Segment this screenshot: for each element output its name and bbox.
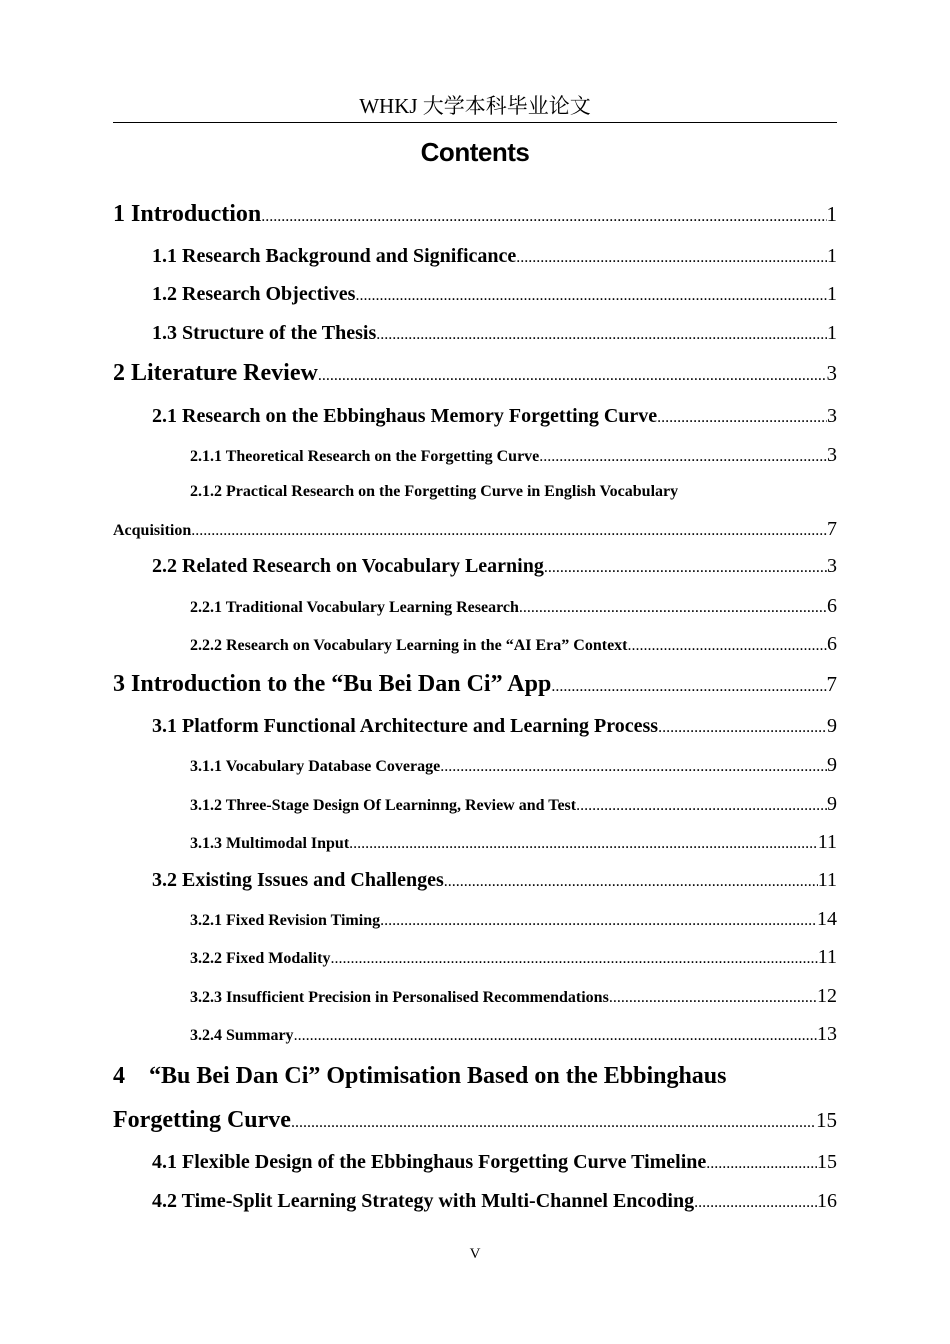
toc-entry-1-2[interactable] xyxy=(152,283,837,306)
toc-page-number: 13 xyxy=(817,1023,837,1045)
toc-entry-text: 3 Introduction to the “Bu Bei Dan Ci” App xyxy=(113,671,552,697)
toc-entry-text: 3.1.1 Vocabulary Database Coverage xyxy=(190,758,441,775)
dot-leader xyxy=(349,835,818,853)
dot-leader xyxy=(539,448,827,466)
dot-leader xyxy=(609,989,817,1007)
dot-leader xyxy=(330,950,817,968)
dot-leader xyxy=(318,367,827,385)
toc-entry-text: 2.2.2 Research on Vocabulary Learning in the “AI Era” Context xyxy=(190,637,628,654)
toc-entry-text: Acquisition xyxy=(113,522,192,539)
toc-entry-2-1[interactable] xyxy=(152,405,837,428)
toc-entry-3-2[interactable] xyxy=(152,869,837,892)
toc-entry-text: 3.2.2 Fixed Modality xyxy=(190,950,331,967)
toc-page-number: 1 xyxy=(827,322,837,344)
toc-entry-text: 3.2.1 Fixed Revision Timing xyxy=(190,912,381,929)
running-header: WHKJ 大学本科毕业论文 xyxy=(359,94,591,118)
toc-page-number: 11 xyxy=(817,946,837,968)
toc-entry-text: 3.1.3 Multimodal Input xyxy=(190,835,350,852)
toc-entry-3-2-2[interactable] xyxy=(190,946,837,969)
toc-page-number: 15 xyxy=(816,1108,837,1132)
toc-entry-text: 1 Introduction xyxy=(113,201,262,227)
toc-page-number: 6 xyxy=(827,633,837,655)
toc-entry-text: 1.3 Structure of the Thesis xyxy=(152,322,377,344)
toc-entry-3-1[interactable] xyxy=(152,715,837,738)
toc-page-number: 16 xyxy=(817,1190,837,1212)
dot-leader xyxy=(444,873,818,891)
dot-leader xyxy=(291,1114,816,1132)
toc-entry-text: 1.2 Research Objectives xyxy=(152,283,356,305)
dot-leader xyxy=(191,522,827,540)
toc-entry-2-2-1[interactable] xyxy=(190,595,837,618)
dot-leader xyxy=(519,599,827,617)
toc-page-number: 11 xyxy=(817,869,837,891)
dot-leader xyxy=(576,797,827,815)
toc-entry-text: 3.2 Existing Issues and Challenges xyxy=(152,869,444,891)
toc-entry-3-2-3[interactable] xyxy=(190,985,837,1008)
toc-entry-text: 3.1 Platform Functional Architecture and Learning Process xyxy=(152,715,659,737)
toc-entry-1[interactable] xyxy=(113,201,837,228)
toc-page-number: 3 xyxy=(827,444,837,466)
dot-leader xyxy=(376,326,827,344)
dot-leader xyxy=(706,1155,817,1173)
toc-entry-2-2[interactable] xyxy=(152,555,837,578)
toc-page-number: 3 xyxy=(827,405,837,427)
toc-entry-2-2-2[interactable] xyxy=(190,633,837,656)
toc-entry-2-1-2-line1[interactable]: 2.1.2 Practical Research on the Forgetting Curve in English Vocabulary xyxy=(190,483,679,500)
dot-leader xyxy=(658,719,827,737)
toc-entry-text: 3.1.2 Three-Stage Design Of Learninng, Review and Test xyxy=(190,797,577,814)
toc-page-number: 12 xyxy=(817,985,837,1007)
contents-title: Contents xyxy=(420,137,530,167)
toc-page-number: 11 xyxy=(817,831,837,853)
header-rule xyxy=(113,122,837,123)
dot-leader xyxy=(657,409,827,427)
dot-leader xyxy=(628,637,828,655)
toc-entry-text: 3.2.3 Insufficient Precision in Personalised Recommendations xyxy=(190,989,609,1006)
dot-leader xyxy=(694,1194,817,1212)
dot-leader xyxy=(544,559,827,577)
toc-page-number: 9 xyxy=(827,793,837,815)
toc-entry-4[interactable] xyxy=(113,1107,837,1134)
page-number-footer: V xyxy=(469,1246,481,1262)
toc-entry-text: 3.2.4 Summary xyxy=(190,1027,294,1044)
toc-page-number: 1 xyxy=(827,283,837,305)
toc-entry-text: 2.1.1 Theoretical Research on the Forgetting Curve xyxy=(190,448,540,465)
toc-entry-2-1-2[interactable] xyxy=(113,518,837,541)
toc-entry-3-2-1[interactable] xyxy=(190,908,837,931)
toc-entry-1-3[interactable] xyxy=(152,322,837,345)
toc-entry-text: 2.1 Research on the Ebbinghaus Memory Forgetting Curve xyxy=(152,405,658,427)
dot-leader xyxy=(516,249,827,267)
toc-page-number: 15 xyxy=(817,1151,837,1173)
toc-entry-3-1-3[interactable] xyxy=(190,831,837,854)
toc-page-number: 7 xyxy=(827,518,837,540)
toc-page-number: 3 xyxy=(826,361,837,385)
dot-leader xyxy=(261,208,826,226)
toc-page-number: 3 xyxy=(827,555,837,577)
dot-leader xyxy=(380,912,817,930)
toc-entry-text: Forgetting Curve xyxy=(113,1107,291,1133)
dot-leader xyxy=(551,678,826,696)
toc-entry-3-1-2[interactable] xyxy=(190,793,837,816)
toc-page-number: 9 xyxy=(827,754,837,776)
toc-page-number: 1 xyxy=(826,202,837,226)
toc-entry-text: 1.1 Research Background and Significance xyxy=(152,245,517,267)
toc-page-number: 9 xyxy=(827,715,837,737)
toc-entry-2[interactable] xyxy=(113,360,837,387)
dot-leader xyxy=(355,287,827,305)
toc-entry-3[interactable] xyxy=(113,671,837,698)
toc-entry-4-2[interactable] xyxy=(152,1190,837,1213)
toc-entry-4-line1[interactable]: 4 “Bu Bei Dan Ci” Optimisation Based on the Ebbinghaus xyxy=(113,1063,727,1089)
toc-page-number: 1 xyxy=(827,245,837,267)
toc-entry-text: 4.1 Flexible Design of the Ebbinghaus Forgetting Curve Timeline xyxy=(152,1151,707,1173)
toc-entry-text: 4.2 Time-Split Learning Strategy with Multi-Channel Encoding xyxy=(152,1190,695,1212)
toc-page-number: 14 xyxy=(817,908,837,930)
dot-leader xyxy=(294,1027,817,1045)
toc-entry-1-1[interactable] xyxy=(152,245,837,268)
toc-page-number: 6 xyxy=(827,595,837,617)
toc-entry-text: 2.2 Related Research on Vocabulary Learning xyxy=(152,555,544,577)
toc-entry-text: 2 Literature Review xyxy=(113,360,318,386)
toc-entry-3-1-1[interactable] xyxy=(190,754,837,777)
toc-entry-3-2-4[interactable] xyxy=(190,1023,837,1046)
toc-page-number: 7 xyxy=(826,672,837,696)
toc-entry-4-1[interactable] xyxy=(152,1151,837,1174)
dot-leader xyxy=(440,758,827,776)
toc-entry-text: 2.2.1 Traditional Vocabulary Learning Research xyxy=(190,599,519,616)
toc-entry-2-1-1[interactable] xyxy=(190,444,837,467)
